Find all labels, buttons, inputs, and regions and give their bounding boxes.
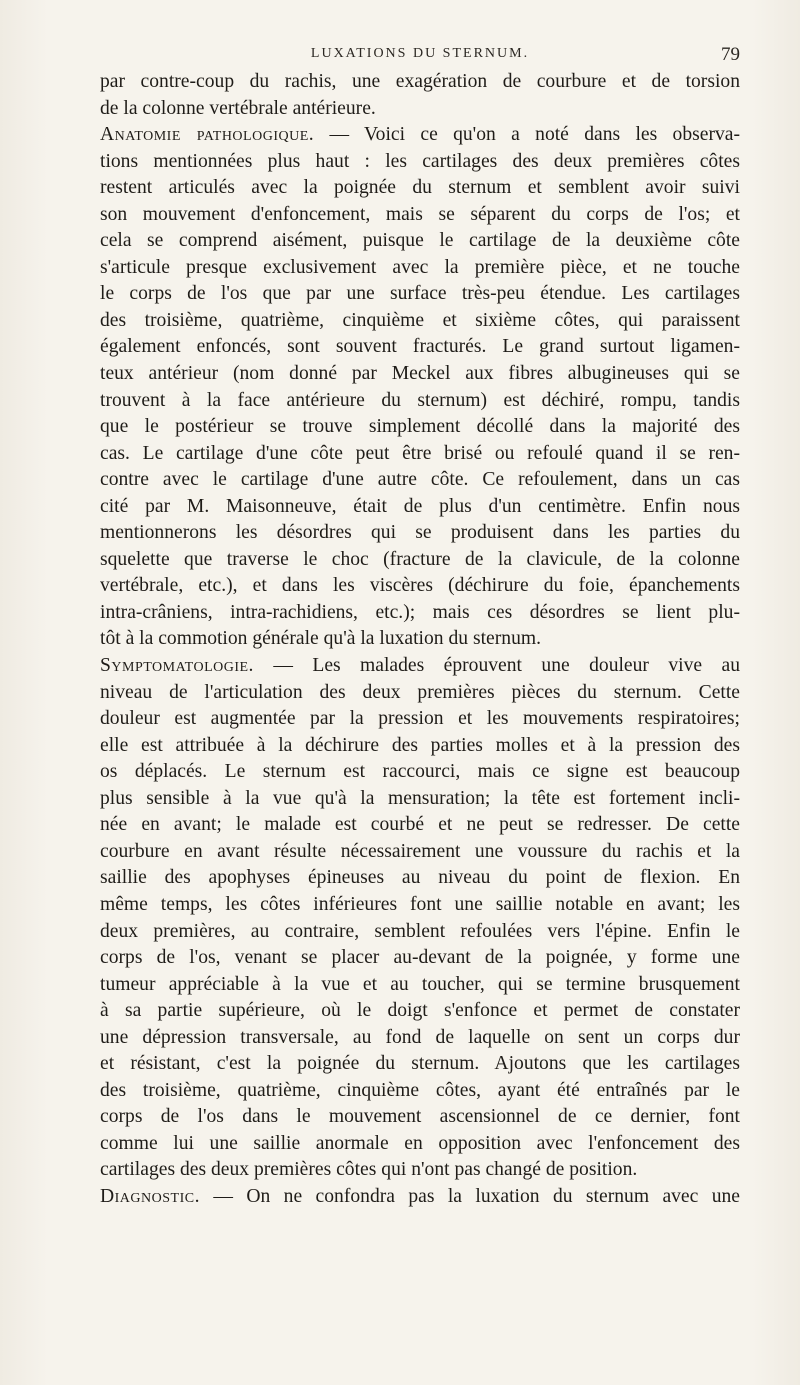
text-line	[100, 945, 740, 972]
text-line	[100, 706, 740, 733]
line-text: s'articule presque exclusivement avec la première pièce, et ne touche	[100, 256, 740, 278]
text-line	[100, 334, 740, 361]
line-text: son mouvement d'enfoncement, mais se séparent du corps de l'os; et	[100, 203, 740, 225]
line-text: à sa partie supérieure, où le doigt s'enfonce et permet de constater	[100, 1000, 740, 1022]
line-text: des troisième, quatrième, cinquième côtes, ayant été entraînés par le	[100, 1079, 740, 1101]
text-line	[100, 919, 740, 946]
text-line	[100, 1051, 740, 1078]
section-heading-line	[100, 122, 740, 149]
text-line	[100, 467, 740, 494]
line-text: par contre-coup du rachis, une exagération de courbure et de torsion	[100, 71, 740, 92]
line-text: corps de l'os, venant se placer au-devant de la poignée, y forme une	[100, 947, 740, 969]
text-line	[100, 865, 740, 892]
line-text: contre avec le cartilage d'une autre côte. Ce refoulement, dans un cas	[100, 469, 740, 491]
page-number: 79	[721, 44, 740, 65]
section-heading: Diagnostic.	[100, 1185, 200, 1207]
section-heading: Anatomie pathologique.	[100, 124, 315, 146]
line-text: tumeur appréciable à la vue et au toucher, qui se termine brusquement	[100, 973, 740, 995]
text-line	[100, 680, 740, 707]
text-line	[100, 520, 740, 547]
text-line	[100, 972, 740, 999]
line-text: vertébrale, etc.), et dans les viscères (déchirure du foie, épanchements	[100, 575, 740, 597]
text-line	[100, 228, 740, 255]
line-text: née en avant; le malade est courbé et ne peut se redresser. De cette	[100, 814, 740, 836]
line-text: douleur est augmentée par la pression et les mouvements respiratoires;	[100, 708, 740, 730]
line-text: — Les malades éprouvent une douleur vive au	[253, 655, 740, 677]
text-line	[100, 600, 740, 627]
text-line	[100, 1157, 740, 1184]
line-text: trouvent à la face antérieure du sternum) est déchiré, rompu, tandis	[100, 389, 740, 411]
text-line	[100, 388, 740, 415]
body-text	[100, 69, 740, 1211]
line-text: cartilages des deux premières côtes qui n'ont pas changé de position.	[100, 1159, 638, 1181]
line-text: elle est attribuée à la déchirure des parties molles et à la pression des	[100, 734, 740, 756]
text-line	[100, 1131, 740, 1158]
text-line	[100, 839, 740, 866]
text-line	[100, 1078, 740, 1105]
line-text: cas. Le cartilage d'une côte peut être brisé ou refoulé quand il se ren-	[100, 442, 740, 464]
text-line	[100, 998, 740, 1025]
line-text: os déplacés. Le sternum est raccourci, mais ce signe est beaucoup	[100, 761, 740, 783]
line-text: cité par M. Maisonneuve, était de plus d'un centimètre. Enfin nous	[100, 495, 740, 517]
line-text: tôt à la commotion générale qu'à la luxation du sternum.	[100, 628, 542, 650]
line-text: mentionnerons les désordres qui se produisent dans les parties du	[100, 522, 740, 544]
section-heading-line	[100, 653, 740, 680]
text-line	[100, 361, 740, 388]
line-text: deux premières, au contraire, semblent refoulées vers l'épine. Enfin le	[100, 920, 740, 942]
line-text: des troisième, quatrième, cinquième et sixième côtes, qui paraissent	[100, 309, 740, 331]
text-line	[100, 733, 740, 760]
line-text: même temps, les côtes inférieures font une saillie notable en avant; les	[100, 893, 740, 915]
line-text: également enfoncés, sont souvent fracturés. Le grand surtout ligamen-	[100, 336, 740, 358]
text-line	[100, 573, 740, 600]
text-line	[100, 255, 740, 282]
line-text: tions mentionnées plus haut : les cartilages des deux premières côtes	[100, 150, 740, 172]
text-line	[100, 149, 740, 176]
line-text: — Voici ce qu'on a noté dans les observa-	[314, 124, 740, 146]
line-text: cela se comprend aisément, puisque le cartilage de la deuxième côte	[100, 230, 740, 252]
text-line	[100, 281, 740, 308]
text-line	[100, 759, 740, 786]
line-text: comme lui une saillie anormale en opposition avec l'enfoncement des	[100, 1132, 740, 1154]
section-heading: Symptomatologie.	[100, 655, 254, 677]
line-text: corps de l'os dans le mouvement ascensionnel de ce dernier, font	[100, 1106, 740, 1128]
text-line	[100, 202, 740, 229]
text-line	[100, 175, 740, 202]
section-heading-line	[100, 1184, 740, 1211]
text-line	[100, 812, 740, 839]
text-line	[100, 414, 740, 441]
text-line	[100, 1025, 740, 1052]
line-text: plus sensible à la vue qu'à la mensuration; la tête est fortement incli-	[100, 787, 740, 809]
running-title: LUXATIONS DU STERNUM.	[310, 46, 530, 61]
line-text: restent articulés avec la poignée du sternum et semblent avoir suivi	[100, 177, 740, 199]
text-line	[100, 547, 740, 574]
text-line	[100, 308, 740, 335]
line-text: niveau de l'articulation des deux premières pièces du sternum. Cette	[100, 681, 740, 703]
text-line	[100, 441, 740, 468]
line-text: intra-crâniens, intra-rachidiens, etc.); mais ces désordres se lient plu-	[100, 601, 740, 623]
line-text: que le postérieur se trouve simplement décollé dans la majorité des	[100, 416, 740, 438]
line-text: de la colonne vertébrale antérieure.	[100, 97, 376, 119]
text-line	[100, 892, 740, 919]
text-line	[100, 494, 740, 521]
line-text: saillie des apophyses épineuses au niveau du point de flexion. En	[100, 867, 740, 889]
line-text: — On ne confondra pas la luxation du sternum avec une	[200, 1185, 740, 1207]
line-text: une dépression transversale, au fond de laquelle on sent un corps dur	[100, 1026, 740, 1048]
text-line	[100, 1104, 740, 1131]
text-line	[100, 626, 740, 653]
line-text: et résistant, c'est la poignée du sternum. Ajoutons que les cartilages	[100, 1053, 740, 1075]
line-text: squelette que traverse le choc (fracture de la clavicule, de la colonne	[100, 548, 740, 570]
text-line	[100, 69, 740, 96]
line-text: teux antérieur (nom donné par Meckel aux fibres albugineuses qui se	[100, 363, 740, 385]
text-line	[100, 96, 740, 123]
line-text: courbure en avant résulte nécessairement une voussure du rachis et la	[100, 840, 740, 862]
line-text: le corps de l'os que par une surface très-peu étendue. Les cartilages	[100, 283, 740, 305]
text-line	[100, 786, 740, 813]
